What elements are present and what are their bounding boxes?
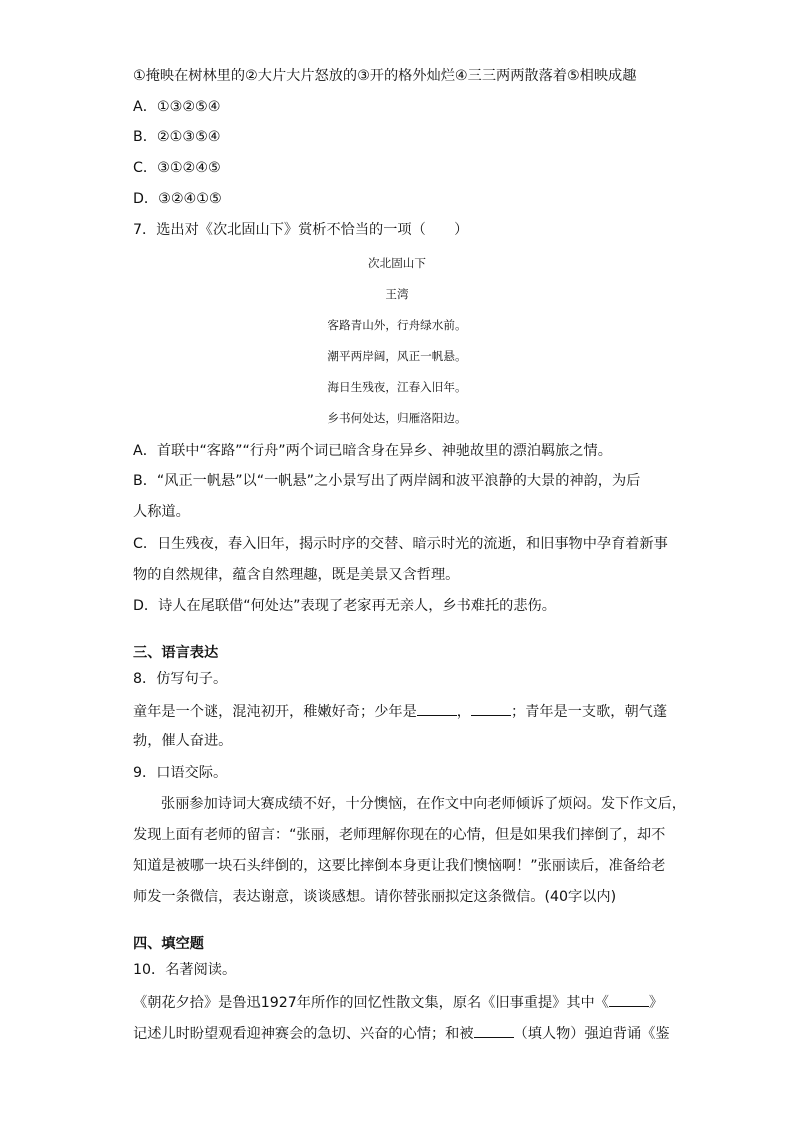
q6-option-c: C．③①②④⑤ [133,160,221,176]
answer-blank[interactable] [417,700,457,716]
q10-line1 [133,991,678,1013]
q10-stem: 10．名著阅读。 [133,962,237,978]
q8-line1 [133,700,678,722]
q7-option-b-line2: 人称道。 [133,504,190,520]
poem-line: 客路青山外，行舟绿水前。 [327,318,467,332]
section-title: 四、填空题 [133,936,204,952]
poem-author: 王湾 [385,287,409,301]
answer-blank[interactable] [609,991,649,1007]
q10-line2 [133,1022,678,1044]
q7-stem: 7．选出对《次北固山下》赏析不恰当的一项（ ） [133,222,469,238]
q9-paragraph-line: 师发一条微信，表达谢意，谈谈感想。请你替张丽拟定这条微信。(40字以内) [133,889,617,905]
q10-text: （填人物）强迫背诵《鉴 [513,1026,670,1042]
section-title: 三、语言表达 [133,645,219,661]
q7-option-c-line1: C．日生残夜，春入旧年，揭示时序的交替、暗示时光的流逝，和旧事物中孕育着新事 [133,536,668,552]
poem-line: 乡书何处达，归雁洛阳边。 [327,411,467,425]
q8-separator: ， [456,704,471,720]
q10-text: 《朝花夕拾》是鲁迅1927年所作的回忆性散文集，原名《旧事重提》其中《 [133,995,609,1011]
q9-paragraph-line: 张丽参加诗词大赛成绩不好，十分懊恼，在作文中向老师倾诉了烦闷。发下作文后， [161,796,686,812]
poem-line: 潮平两岸阔，风正一帆悬。 [327,349,467,363]
q10-text: 》 [648,995,664,1011]
q6-option-d: D．③②④①⑤ [133,191,222,207]
answer-blank[interactable] [474,1022,514,1038]
q6-option-b: B．②①③⑤④ [133,129,221,145]
q10-text: 记述儿时盼望观看迎神赛会的急切、兴奋的心情；和被 [133,1026,474,1042]
answer-blank[interactable] [471,700,511,716]
q7-option-d: D．诗人在尾联借“何处达”表现了老家再无亲人，乡书难托的悲伤。 [133,598,556,614]
q9-paragraph-line: 发现上面有老师的留言：“张丽，老师理解你现在的心情，但是如果我们摔倒了，却不 [133,827,666,843]
q8-text: 童年是一个谜，混沌初开，稚嫩好奇；少年是 [133,704,417,720]
q9-paragraph-line: 知道是被哪一块石头绊倒的，这要比摔倒本身更让我们懊恼啊！”张丽读后，准备给老 [133,858,666,874]
q7-option-b-line1: B．“风正一帆悬”以“一帆悬”之小景写出了两岸阔和波平浪静的大景的神韵，为后 [133,473,641,489]
q8-stem: 8．仿写句子。 [133,671,228,687]
q6-option-a: A．①③②⑤④ [133,99,221,115]
q7-option-a: A．首联中“客路”“行舟”两个词已暗含身在异乡、神驰故里的漂泊羁旅之情。 [133,443,612,459]
q6-stem: ①掩映在树林里的②大片大片怒放的③开的格外灿烂④三三两两散落着⑤相映成趣 [133,68,637,84]
q7-option-c-line2: 物的自然规律，蕴含自然理趣，既是美景又含哲理。 [133,567,460,583]
q8-line2: 勃，催人奋进。 [133,733,233,749]
poem-title: 次北固山下 [368,256,426,270]
q8-text: ；青年是一支歌，朝气蓬 [510,704,668,720]
poem-line: 海日生残夜，江春入旧年。 [327,380,467,394]
q9-stem: 9．口语交际。 [133,765,228,781]
